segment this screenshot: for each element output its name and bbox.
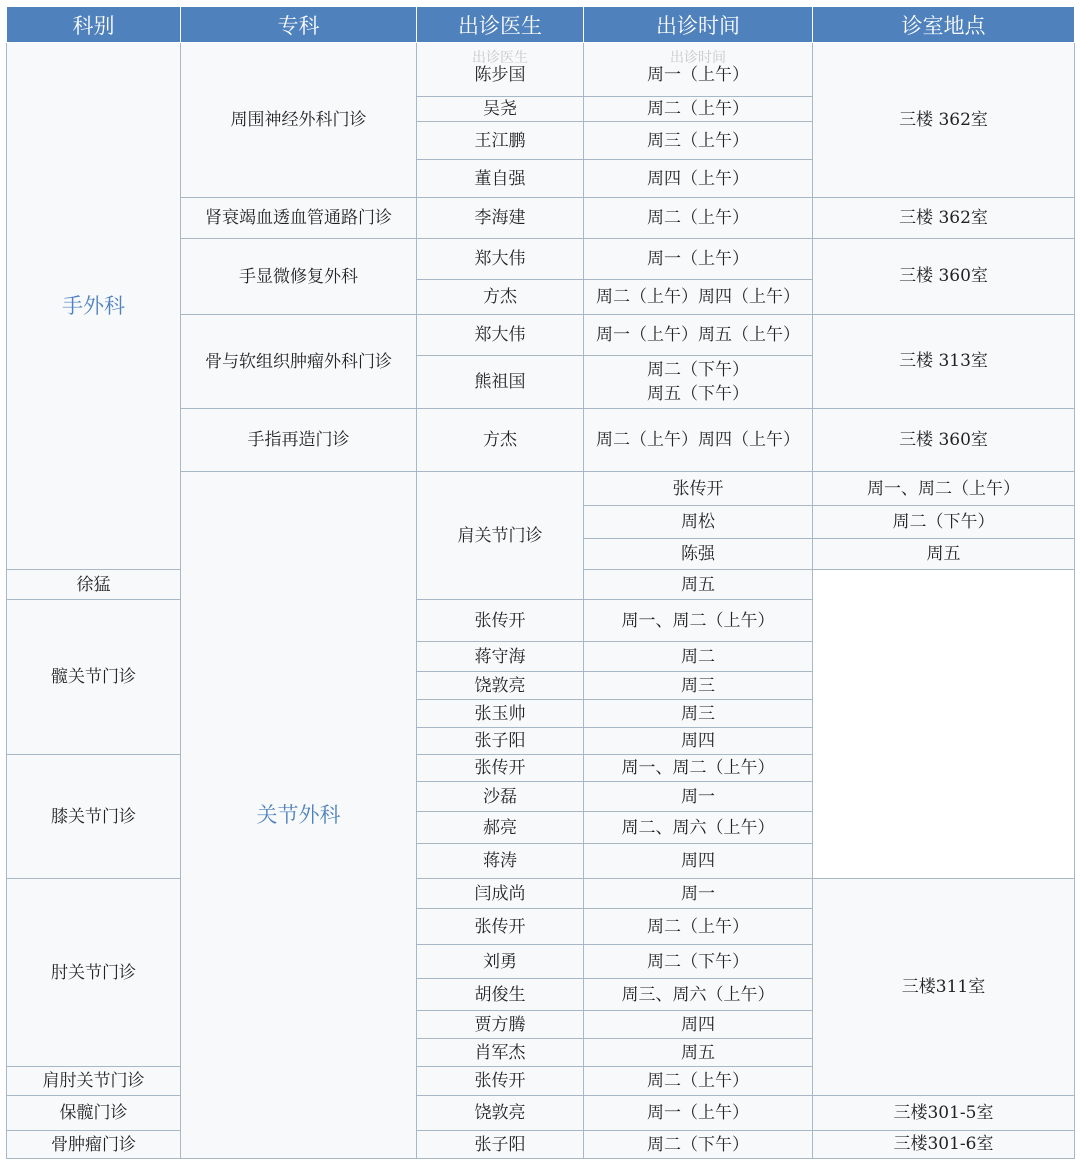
time-cell: 出诊时间 周一（上午） xyxy=(584,43,813,97)
doctor-cell: 李海建 xyxy=(417,198,584,239)
doctor-cell: 沙磊 xyxy=(417,782,584,812)
time-cell: 周二（下午） xyxy=(584,945,813,979)
doctor-cell: 熊祖国 xyxy=(417,356,584,409)
time-cell: 周五 xyxy=(584,570,813,600)
time-cell: 周一（上午）周五（上午） xyxy=(584,315,813,356)
time-cell: 周二（下午） xyxy=(813,506,1075,539)
time-cell: 周二（上午） xyxy=(584,198,813,239)
specialty-cell: 手指再造门诊 xyxy=(181,409,417,472)
time-cell: 周二（上午） xyxy=(584,97,813,122)
doctor-cell: 蒋涛 xyxy=(417,844,584,879)
room-cell: 三楼 360室 xyxy=(813,409,1075,472)
doctor-cell: 张传开 xyxy=(417,600,584,642)
time-cell: 周三 xyxy=(584,672,813,700)
doctor-cell: 方杰 xyxy=(417,280,584,315)
time-cell: 周四 xyxy=(584,1011,813,1039)
room-cell: 三楼301-6室 xyxy=(813,1131,1075,1159)
time-cell: 周二（上午）周四（上午） xyxy=(584,409,813,472)
doctor-cell: 方杰 xyxy=(417,409,584,472)
doctor-cell: 郑大伟 xyxy=(417,239,584,280)
time-cell: 周四 xyxy=(584,844,813,879)
time-cell: 周一、周二（上午） xyxy=(584,600,813,642)
time-cell: 周一（上午） xyxy=(584,1096,813,1131)
room-cell: 三楼 360室 xyxy=(813,239,1075,315)
time-cell: 周四 xyxy=(584,728,813,755)
time-cell: 周五 xyxy=(584,1039,813,1067)
time-cell: 周三（上午） xyxy=(584,122,813,160)
doctor-cell: 陈强 xyxy=(584,539,813,570)
header-row xyxy=(7,7,1075,43)
doctor-cell: 董自强 xyxy=(417,160,584,198)
header-room: 诊室地点 xyxy=(813,7,1075,43)
doctor-cell: 饶敦亮 xyxy=(417,1096,584,1131)
faded-header-text: 出诊时间 xyxy=(670,49,726,66)
time-cell: 周二（上午） xyxy=(584,909,813,945)
doctor-cell: 饶敦亮 xyxy=(417,672,584,700)
specialty-cell: 保髋门诊 xyxy=(7,1096,181,1131)
doctor-cell: 蒋守海 xyxy=(417,642,584,672)
specialty-cell: 肩肘关节门诊 xyxy=(7,1067,181,1096)
doctor-cell: 张玉帅 xyxy=(417,700,584,728)
doctor-cell: 郑大伟 xyxy=(417,315,584,356)
time-cell: 周二（上午）周四（上午） xyxy=(584,280,813,315)
table-row xyxy=(7,1096,1075,1131)
specialty-cell: 周围神经外科门诊 xyxy=(181,43,417,198)
doctor-cell: 王江鹏 xyxy=(417,122,584,160)
doctor-cell: 出诊医生 陈步国 xyxy=(417,43,584,97)
doctor-cell: 张传开 xyxy=(417,1067,584,1096)
specialty-cell: 骨肿瘤门诊 xyxy=(7,1131,181,1159)
specialty-cell: 膝关节门诊 xyxy=(7,755,181,879)
doctor-cell: 贾方腾 xyxy=(417,1011,584,1039)
header-time: 出诊时间 xyxy=(584,7,813,43)
time-cell: 周二（下午） 周五（下午） xyxy=(584,356,813,409)
specialty-cell: 肘关节门诊 xyxy=(7,879,181,1067)
specialty-cell: 髋关节门诊 xyxy=(7,600,181,755)
room-cell: 三楼311室 xyxy=(813,879,1075,1096)
specialty-cell: 肩关节门诊 xyxy=(417,472,584,600)
room-cell: 三楼 362室 xyxy=(813,198,1075,239)
table-row xyxy=(7,879,1075,909)
time-cell: 周二（下午） xyxy=(584,1131,813,1159)
room-cell: 三楼 362室 xyxy=(813,43,1075,198)
doctor-cell: 胡俊生 xyxy=(417,979,584,1011)
header-specialty: 专科 xyxy=(181,7,417,43)
specialty-cell: 手显微修复外科 xyxy=(181,239,417,315)
doctor-cell: 徐猛 xyxy=(7,570,181,600)
room-cell: 三楼301-5室 xyxy=(813,1096,1075,1131)
doctor-cell: 闫成尚 xyxy=(417,879,584,909)
table-row xyxy=(7,755,1075,782)
time-cell: 周五 xyxy=(813,539,1075,570)
header-department: 科别 xyxy=(7,7,181,43)
time-cell: 周二（上午） xyxy=(584,1067,813,1096)
time-cell: 周三、周六（上午） xyxy=(584,979,813,1011)
doctor-cell: 肖军杰 xyxy=(417,1039,584,1067)
specialty-cell: 骨与软组织肿瘤外科门诊 xyxy=(181,315,417,409)
doctor-cell: 张传开 xyxy=(417,909,584,945)
table-row xyxy=(7,600,1075,642)
doctor-cell: 吴尧 xyxy=(417,97,584,122)
time-cell: 周一、周二（上午） xyxy=(813,472,1075,506)
table-row xyxy=(7,43,1075,97)
doctor-cell: 张子阳 xyxy=(417,1131,584,1159)
doctor-cell: 周松 xyxy=(584,506,813,539)
time-cell: 周四（上午） xyxy=(584,160,813,198)
time-cell: 周三 xyxy=(584,700,813,728)
doctor-cell: 张传开 xyxy=(584,472,813,506)
time-cell: 周一 xyxy=(584,879,813,909)
time-cell: 周一 xyxy=(584,782,813,812)
doctor-cell: 张子阳 xyxy=(417,728,584,755)
time-cell: 周一、周二（上午） xyxy=(584,755,813,782)
table-row xyxy=(7,1131,1075,1159)
clinic-schedule-table xyxy=(6,6,1075,1159)
time-cell: 周二、周六（上午） xyxy=(584,812,813,844)
department-hand-surgery: 手外科 xyxy=(7,43,181,570)
faded-header-text: 出诊医生 xyxy=(472,49,528,66)
time-cell: 周二 xyxy=(584,642,813,672)
doctor-cell: 刘勇 xyxy=(417,945,584,979)
specialty-cell: 肾衰竭血透血管通路门诊 xyxy=(181,198,417,239)
department-joint-surgery: 关节外科 xyxy=(181,472,417,1159)
time-cell: 周一（上午） xyxy=(584,239,813,280)
doctor-cell: 郝亮 xyxy=(417,812,584,844)
room-cell: 三楼 313室 xyxy=(813,315,1075,409)
doctor-cell: 张传开 xyxy=(417,755,584,782)
header-doctor: 出诊医生 xyxy=(417,7,584,43)
